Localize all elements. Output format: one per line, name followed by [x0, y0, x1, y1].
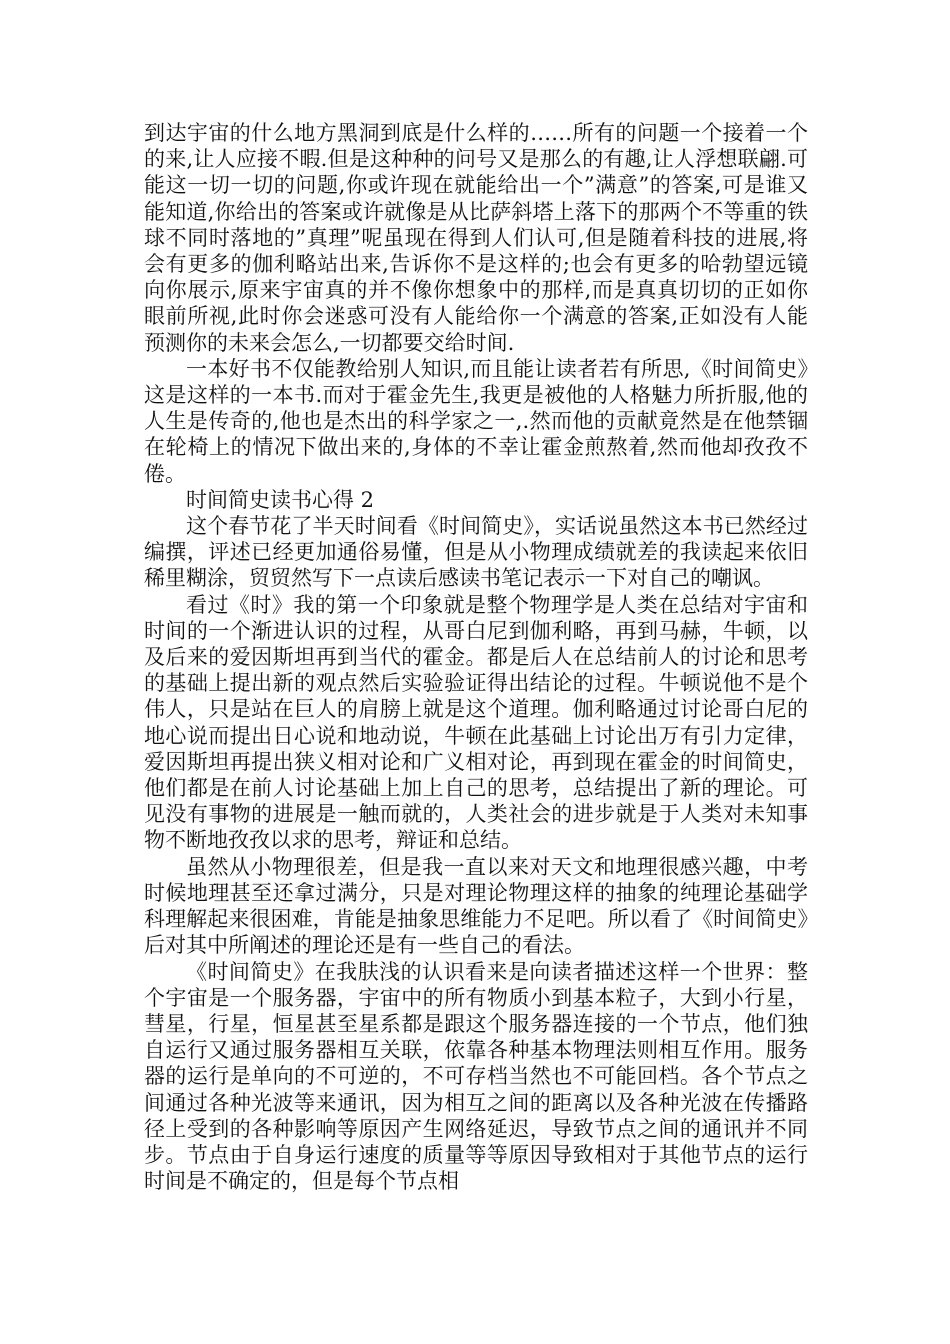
paragraph-universe-server: 《时间简史》在我肤浅的认识看来是向读者描述这样一个世界：整个宇宙是一个服务器，宇宙中的所有物质小到基本粒子，大到小行星，彗星，行星，恒星甚至星系都是跟这个服务器连接的一个节点，他们独自运行又通过服务器相互关联，依靠各种基本物理法则相互作用。服务器的运行是单向的不可逆的，不可存档当然也不可能回档。各个节点之间通过各种光波等来通讯，因为相互之间的距离以及各种光波在传播路径上受到的各种影响等原因产生网络延迟，导致节点之间的通讯并不同步。节点由于自身运行速度的质量等等原因导致相对于其他节点的运行时间是不确定的，但是每个节点相 [144, 959, 808, 1194]
paragraph-physics-interest: 虽然从小物理很差，但是我一直以来对天文和地理很感兴趣，中考时候地理甚至还拿过满分，只是对理论物理这样的抽象的纯理论基础学科理解起来很困难，肯能是抽象思维能力不足吧。所以看了《时间简史》后对其中所阐述的理论还是有一些自己的看法。 [144, 854, 808, 958]
document-body [144, 120, 808, 1194]
paragraph-first-impression: 看过《时》我的第一个印象就是整个物理学是人类在总结对宇宙和时间的一个渐进认识的过程，从哥白尼到伽利略，再到马赫，牛顿，以及后来的爱因斯坦再到当代的霍金。都是后人在总结前人的讨论和思考的基础上提出新的观点然后实验验证得出结论的过程。牛顿说他不是个伟人，只是站在巨人的肩膀上就是这个道理。伽利略通过讨论哥白尼的地心说而提出日心说和地动说，牛顿在此基础上讨论出万有引力定律，爱因斯坦再提出狭义相对论和广义相对论，再到现在霍金的时间简史，他们都是在前人讨论基础上加上自己的思考，总结提出了新的理论。可见没有事物的进展是一触而就的，人类社会的进步就是于人类对未知事物不断地孜孜以求的思考，辩证和总结。 [144, 592, 808, 853]
section-title: 时间简史读书心得 2 [186, 487, 375, 512]
paragraph-continued: 到达宇宙的什么地方黑洞到底是什么样的……所有的问题一个接着一个的来,让人应接不暇.但是这种种的问号又是那么的有趣,让人浮想联翩.可能这一切一切的问题,你或许现在就能给出一个”满意”的答案,可是谁又能知道,你给出的答案或许就像是从比萨斜塔上落下的那两个不等重的铁球不同时落地的”真理”呢虽现在得到人们认可,但是随着科技的进展,将会有更多的伽利略站出来,告诉你不是这样的;也会有更多的哈勃望远镜向你展示,原来宇宙真的并不像你想象中的那样,而是真真切切的正如你眼前所视,此时你会迷惑可没有人能给你一个满意的答案,正如没有人能预测你的未来会怎么,一切都要交给时间. [144, 121, 808, 355]
paragraph-book-review: 一本好书不仅能教给别人知识,而且能让读者若有所思,《时间简史》这是这样的一本书.而对于霍金先生,我更是被他的人格魅力所折服,他的人生是传奇的,他也是杰出的科学家之一,.然而他的贡献竟然是在他禁锢在轮椅上的情况下做出来的,身体的不幸让霍金煎熬着,然而他却孜孜不倦。 [144, 356, 808, 486]
paragraph-spring-festival: 这个春节花了半天时间看《时间简史》，实话说虽然这本书已然经过编撰，评述已经更加通俗易懂，但是从小物理成绩就差的我读起来依旧稀里糊涂，贸贸然写下一点读后感读书笔记表示一下对自己的嘲讽。 [144, 514, 808, 591]
